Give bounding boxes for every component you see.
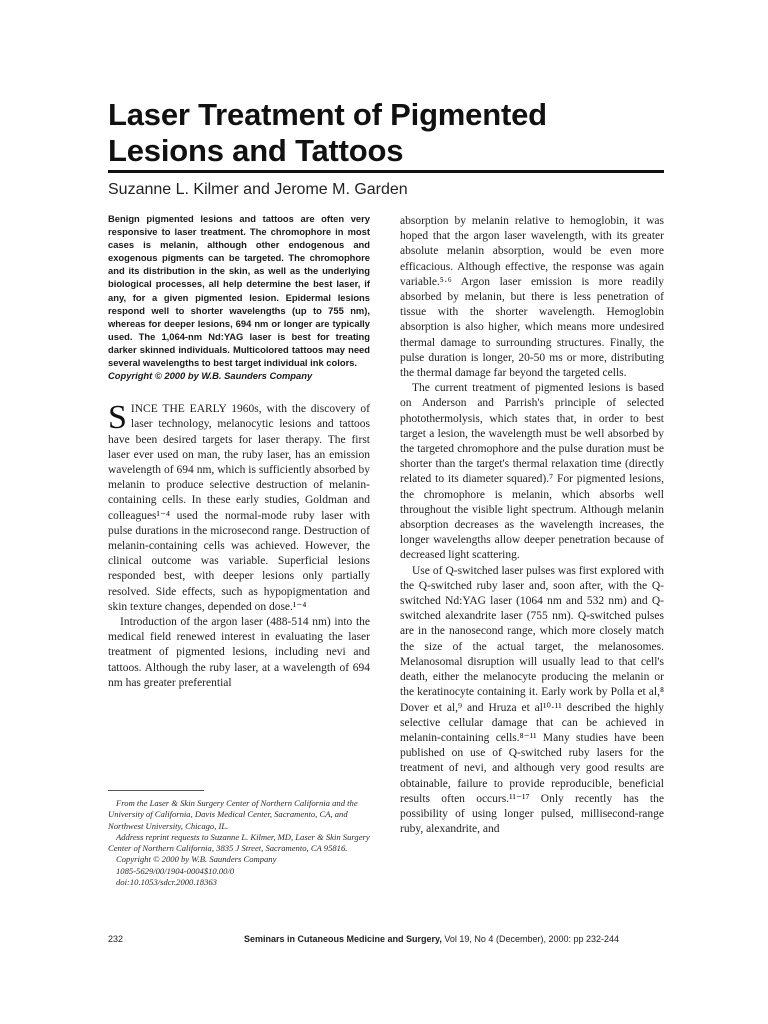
body-paragraph: Use of Q-switched laser pulses was first explored with the Q-switched ruby laser and, soon after, with the Q-switched Nd:YAG laser (1064 nm and 532 nm) and Q-switched alexandrite laser (755 nm). Q-switched pulses are in the nanosecond range, which more closely match the size of the actual target, the melanosomes. Melanosomal disruption will usually lead to that cell's death, either the melanocyte producing the melanin or the keratinocyte containing it. Early work by Polla et al,⁸ Dover et al,⁹ and Hruza et al¹⁰·¹¹ described the highly selective cellular damage that can be achieved in melanin-containing cells.⁸⁻¹¹ Many studies have been published on use of Q-switched ruby lasers for the treatment of nevi, and although very good results are obtainable, failure to provide reproducible, beneficial results often occurs.¹¹⁻¹⁷ Only recently has the possibility of using longer pulsed, millisecond-range ruby, alexandrite, and	[400, 564, 664, 836]
right-column	[400, 214, 664, 837]
article-title: Laser Treatment of Pigmented Lesions and Tattoos	[108, 97, 547, 168]
journal-issue: Vol 19, No 4 (December), 2000: pp 232-244	[444, 934, 620, 944]
left-column	[108, 212, 370, 691]
footnote-issn: 1085-5629/00/1904-0004$10.00/0	[116, 865, 235, 876]
journal-citation	[244, 934, 619, 944]
footnote-copyright: Copyright © 2000 by W.B. Saunders Company	[116, 854, 277, 865]
title-rule	[108, 170, 664, 173]
body-paragraph: The current treatment of pigmented lesions is based on Anderson and Parrish's principle of selected photothermolysis, which states that, in order to best target a lesion, the wavelength must be well absorbed by the targeted chromophore and the pulse duration must be shorter than the target's thermal relaxation time (directly related to its diameter squared).⁷ For pigmented lesions, the chromophore is melanin, which absorbs well throughout the visible light spectrum. Although melanin absorption decreases as the wavelength increases, the longer wavelengths allow deeper penetration because of decreased light scattering.	[400, 382, 664, 562]
footnote-reprints: Address reprint requests to Suzanne L. Kilmer, MD, Laser & Skin Surgery Center of Northern California, 3835 J Street, Sacramento, CA 95816.	[108, 831, 370, 854]
footnote-rule	[108, 790, 204, 791]
footnotes	[108, 798, 370, 888]
abstract	[108, 212, 370, 382]
body-paragraph: absorption by melanin relative to hemoglobin, it was hoped that the argon laser wavelength, with its greater absolute melanin absorption, would be even more efficacious. Although effective, the response was again variable.⁵·⁶ Argon laser emission is more readily absorbed by melanin, but there is less penetration of tissue with the shorter wavelength. Hemoglobin absorption is also higher, which means more undesired thermal damage to surrounding structures. Finally, the pulse duration is longer, 20-50 ms or more, distributing the thermal damage far beyond the targeted cells.	[400, 215, 664, 380]
journal-name: Seminars in Cutaneous Medicine and Surgery,	[244, 934, 442, 944]
body-paragraph: Introduction of the argon laser (488-514 nm) into the medical field renewed interest in evaluating the laser treatment of pigmented lesions, including nevi and tattoos. Although the ruby laser, at a wavelength of 694 nm has greater preferential	[108, 616, 370, 689]
body-paragraph-text: INCE THE EARLY 1960s, with the discovery of laser technology, melanocytic lesions and tattoos have been desired targets for laser therapy. The first laser ever used on man, the ruby laser, has an emission wavelength of 694 nm, which is sufficiently absorbed by melanin to produce selective destruction of melanin-containing cells. In these early studies, Goldman and colleagues¹⁻⁴ used the normal-mode ruby laser with pulse durations in the microsecond range. Destruction of melanin-containing cells was achieved. However, the clinical outcome was variable. Superficial lesions responded best, with deeper lesions only partially resolved. Side effects, such as hypopigmentation and skin texture changes, depended on dose.¹⁻⁴	[108, 403, 370, 613]
abstract-text: Benign pigmented lesions and tattoos are often very responsive to laser treatment. The chromophore in most cases is melanin, although other endogenous and exogenous pigments can be targeted. The chromophore and its distribution in the skin, as well as the underlying biological processes, all help determine the best laser, if any, for a given pigmented lesion. Epidermal lesions respond well to shorter wavelengths (up to 755 nm), whereas for deeper lesions, 694 nm or longer are typically used. The 1,064-nm Nd:YAG laser is best for treating darker skinned individuals. Multicolored tattoos may need several wavelengths to best target individual ink colors.	[108, 213, 370, 369]
drop-cap: S	[108, 399, 127, 437]
page-number: 232	[108, 934, 124, 944]
article-authors: Suzanne L. Kilmer and Jerome M. Garden	[108, 181, 408, 198]
footnote-affiliation: From the Laser & Skin Surgery Center of Northern California and the University of California, Davis Medical Center, Sacramento, CA, and Northwest University, Chicago, IL.	[108, 798, 358, 831]
body-paragraph	[108, 399, 370, 615]
abstract-copyright: Copyright © 2000 by W.B. Saunders Company	[108, 370, 313, 382]
footnote-doi: doi:10.1053/sdcr.2000.18363	[116, 877, 217, 888]
